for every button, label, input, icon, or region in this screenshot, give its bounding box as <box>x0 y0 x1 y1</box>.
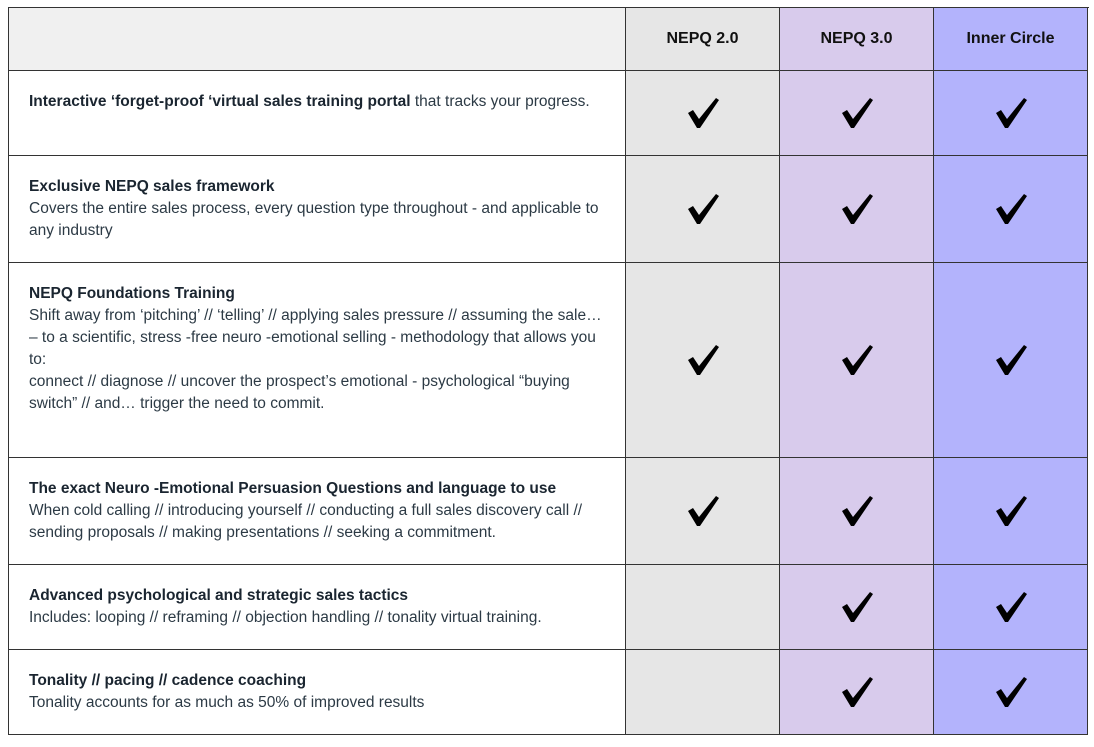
feature-description: Includes: looping // reframing // objection handling // tonality virtual training. <box>29 609 542 626</box>
feature-row-3 <box>9 263 626 458</box>
header-nepq-2: NEPQ 2.0 <box>626 8 780 71</box>
feature-description: Tonality accounts for as much as 50% of improved results <box>29 694 425 711</box>
checkmark-icon <box>840 591 874 623</box>
header-nepq-3: NEPQ 3.0 <box>780 8 934 71</box>
checkmark-icon <box>840 495 874 527</box>
feature-title-suffix: that tracks your progress. <box>410 93 590 110</box>
feature-title: Advanced psychological and strategic sales tactics <box>29 587 409 604</box>
checkmark-icon <box>840 676 874 708</box>
cell-nepq-2-row-2 <box>626 156 780 263</box>
cell-nepq-3-row-3 <box>780 263 934 458</box>
header-inner-circle: Inner Circle <box>934 8 1088 71</box>
cell-inner-circle-row-4 <box>934 458 1088 565</box>
feature-row-4 <box>9 458 626 565</box>
cell-nepq-3-row-6 <box>780 650 934 735</box>
feature-row-6 <box>9 650 626 735</box>
feature-title: Interactive ‘forget-proof ‘virtual sales training portal <box>29 93 411 110</box>
cell-inner-circle-row-5 <box>934 565 1088 650</box>
cell-inner-circle-row-3 <box>934 263 1088 458</box>
feature-row-1 <box>9 71 626 156</box>
feature-title: Exclusive NEPQ sales framework <box>29 178 275 195</box>
feature-row-2 <box>9 156 626 263</box>
feature-description: Covers the entire sales process, every question type throughout - and applicable to any industry <box>29 200 599 239</box>
cell-nepq-3-row-4 <box>780 458 934 565</box>
checkmark-icon <box>686 495 720 527</box>
checkmark-icon <box>994 676 1028 708</box>
checkmark-icon <box>840 97 874 129</box>
cell-nepq-2-row-6 <box>626 650 780 735</box>
checkmark-icon <box>840 344 874 376</box>
checkmark-icon <box>994 97 1028 129</box>
cell-nepq-3-row-1 <box>780 71 934 156</box>
cell-nepq-2-row-1 <box>626 71 780 156</box>
feature-title: The exact Neuro -Emotional Persuasion Questions and language to use <box>29 480 557 497</box>
cell-nepq-3-row-5 <box>780 565 934 650</box>
header-blank-cell <box>9 8 626 71</box>
checkmark-icon <box>686 344 720 376</box>
cell-nepq-2-row-5 <box>626 565 780 650</box>
checkmark-icon <box>994 344 1028 376</box>
feature-title: NEPQ Foundations Training <box>29 285 235 302</box>
feature-description: Shift away from ‘pitching’ // ‘telling’ // applying sales pressure // assuming the sale… – to a scientific, stress -free neuro -emotional selling - methodology that allows you to: connect // diagnose // uncover the prospect’s emotional - psychological “buying switch” // and… trigger the need to commit. <box>29 307 602 412</box>
cell-inner-circle-row-1 <box>934 71 1088 156</box>
checkmark-icon <box>994 591 1028 623</box>
feature-row-5 <box>9 565 626 650</box>
cell-nepq-2-row-4 <box>626 458 780 565</box>
checkmark-icon <box>994 193 1028 225</box>
checkmark-icon <box>686 97 720 129</box>
comparison-table <box>8 7 1089 735</box>
feature-title: Tonality // pacing // cadence coaching <box>29 672 307 689</box>
cell-inner-circle-row-2 <box>934 156 1088 263</box>
checkmark-icon <box>840 193 874 225</box>
checkmark-icon <box>994 495 1028 527</box>
cell-nepq-3-row-2 <box>780 156 934 263</box>
cell-inner-circle-row-6 <box>934 650 1088 735</box>
checkmark-icon <box>686 193 720 225</box>
cell-nepq-2-row-3 <box>626 263 780 458</box>
feature-description: When cold calling // introducing yourself // conducting a full sales discovery call // sending proposals // making presentations // seeking a commitment. <box>29 502 583 541</box>
